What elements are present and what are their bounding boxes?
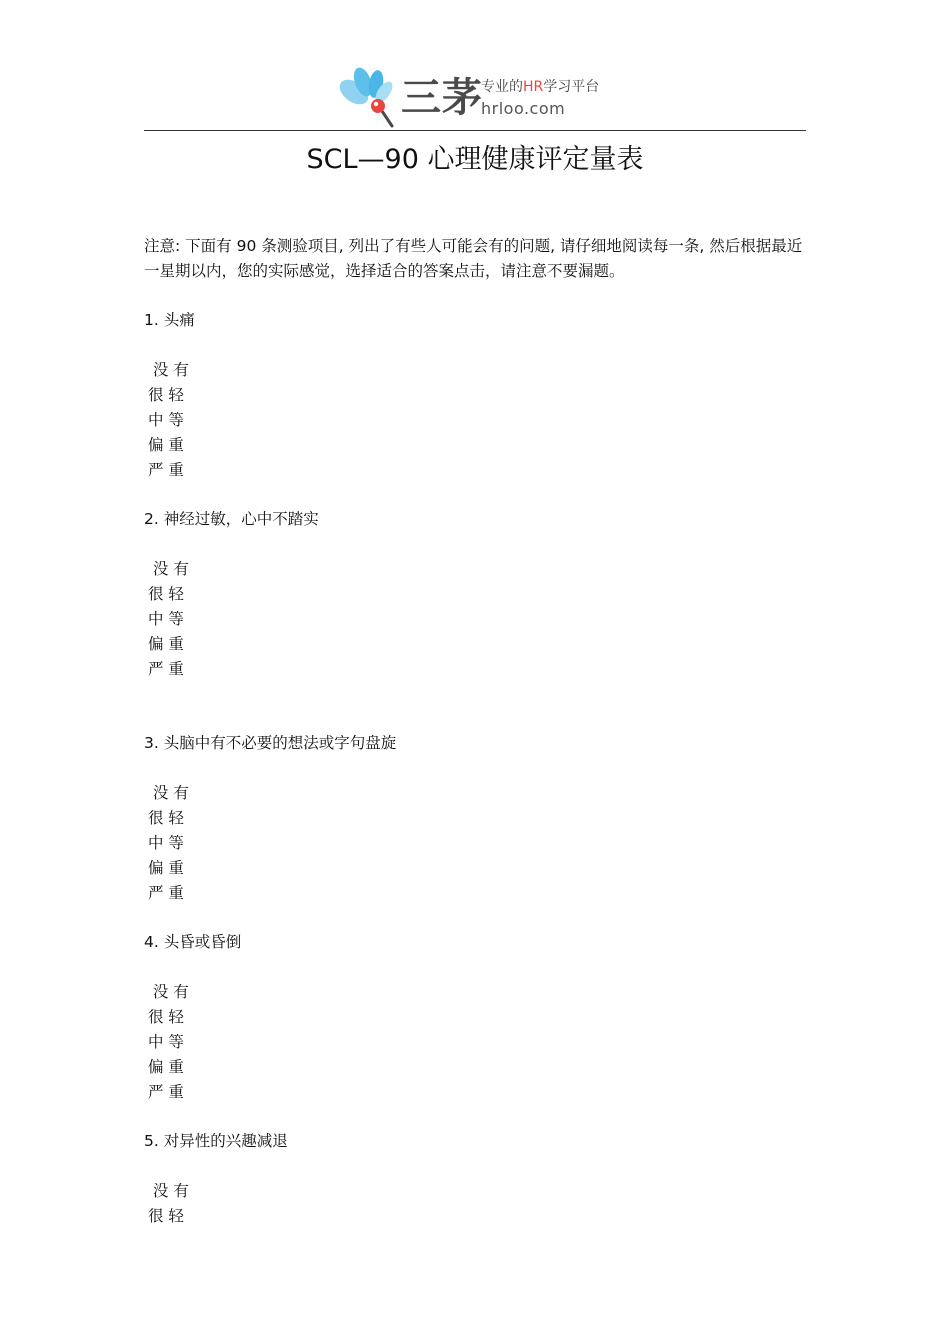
option-moderate[interactable]: 中 等 [148,610,184,628]
option-severe[interactable]: 偏 重 [148,1058,184,1076]
question-4: 4. 头昏或昏倒 [144,933,242,951]
slogan-prefix: 专业的 [481,79,523,95]
page-title: SCL—90 心理健康评定量表 [306,144,644,175]
question-1: 1. 头痛 [144,311,195,329]
question-1-options [148,358,268,483]
option-severe[interactable]: 偏 重 [148,859,184,877]
question-3: 3. 头脑中有不必要的想法或字句盘旋 [144,734,397,752]
option-none[interactable]: 没 有 [148,1182,189,1200]
option-mild[interactable]: 很 轻 [148,1207,184,1225]
slogan-suffix: 学习平台 [543,79,600,95]
instructions-notice: 注意: 下面有 90 条测验项目, 列出了有些人可能会有的问题, 请仔细地阅读每一条, 然后根据最近一星期以内，您的实际感觉，选择适合的答案点击，请注意不要漏题。 [144,237,803,280]
option-extreme[interactable]: 严 重 [148,1083,184,1101]
question-3-options [148,781,268,906]
option-mild[interactable]: 很 轻 [148,809,184,827]
option-none[interactable]: 没 有 [148,983,189,1001]
option-extreme[interactable]: 严 重 [148,884,184,902]
option-none[interactable]: 没 有 [148,784,189,802]
option-severe[interactable]: 偏 重 [148,635,184,653]
question-2: 2. 神经过敏，心中不踏实 [144,510,319,528]
option-severe[interactable]: 偏 重 [148,436,184,454]
option-none[interactable]: 没 有 [148,361,189,379]
option-extreme[interactable]: 严 重 [148,660,184,678]
option-none[interactable]: 没 有 [148,560,189,578]
slogan-hr: HR [523,79,544,95]
site-header [0,62,950,132]
question-4-options [148,980,268,1105]
option-moderate[interactable]: 中 等 [148,834,184,852]
question-2-options [148,557,268,682]
question-5-options [148,1179,268,1229]
option-mild[interactable]: 很 轻 [148,585,184,603]
option-moderate[interactable]: 中 等 [148,1033,184,1051]
logo-slogan [481,78,599,96]
option-mild[interactable]: 很 轻 [148,1008,184,1026]
question-5: 5. 对异性的兴趣减退 [144,1132,288,1150]
dragonfly-logo-icon [336,62,400,130]
header-divider [144,130,806,131]
option-mild[interactable]: 很 轻 [148,386,184,404]
logo-brand-name: 三茅 [401,75,483,121]
option-extreme[interactable]: 严 重 [148,461,184,479]
option-moderate[interactable]: 中 等 [148,411,184,429]
logo-domain[interactable]: hrloo.com [481,99,566,118]
